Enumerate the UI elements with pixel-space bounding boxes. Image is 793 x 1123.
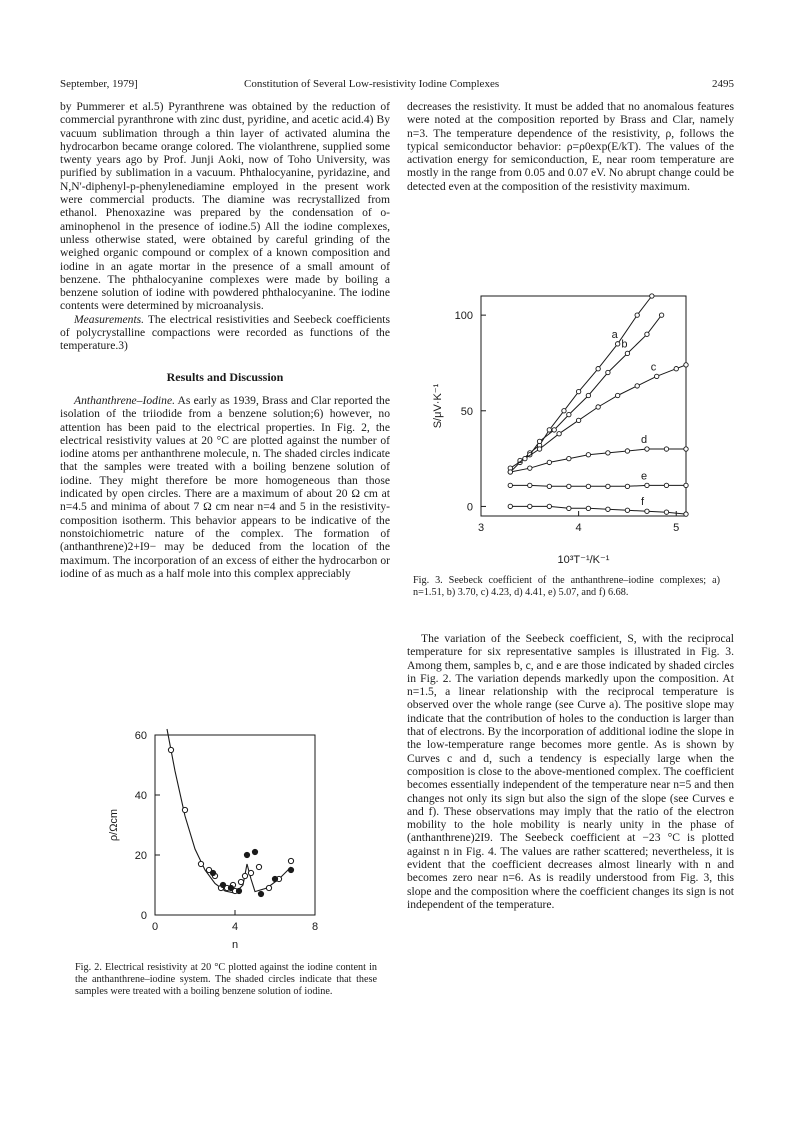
right-column-lower: [407, 632, 734, 911]
anthanthrene-label: Anthanthrene–Iodine.: [74, 393, 175, 407]
running-header: [60, 78, 734, 94]
shaded-data-point: [272, 876, 277, 881]
data-point-e: [586, 484, 590, 488]
open-data-point: [230, 882, 235, 887]
data-point-f: [664, 510, 668, 514]
data-point-a: [615, 342, 619, 346]
open-data-point: [198, 861, 203, 866]
data-point-a: [518, 460, 522, 464]
data-point-d: [606, 451, 610, 455]
data-point-d: [567, 456, 571, 460]
x-axis-label: n: [231, 939, 239, 951]
open-data-point: [182, 807, 187, 812]
section-title: Results and Discussion: [166, 369, 284, 384]
seebeck-paragraph: The variation of the Seebeck coefficient, S, with the reciprocal temperature for six representative samples is illustrated in Fig. 3. Among them, samples b, c, and e are those indicated by shaded circles in Fig. 2. The variation depends markedly upon the composition. At n=1.5, a linear relationship with the reciprocal temperature is observed over the whole range (see Curve a). The positive slope may indicate that the contribution of holes to the conduction is larger than that of electrons. By the incorporation of additional iodine the slope in the low-temperature range becomes more gentle. As is shown by Curves c and d, such a tendency is especially large when the composition is close to the above-mentioned complex. The coefficient becomes essentially independent of the temperature near n=5 and then changes not only its sign but also the sign of the slope (see Curves e and f). These observations may imply that the ratio of the electron mobility to the hole mobility is nearly unity in the phase of (anthanthrene)2I9. The Seebeck coefficient at −23 °C is plotted against n in Fig. 4. The values are rather scattered; nevertheless, it is evident that the coefficient decreases almost linearly with n and becomes zero near n=6. As is readily understood from Fig. 3, this slope and the composition where the coefficient changes its sign is not independent of the temperature.: [407, 632, 734, 911]
data-point-b: [625, 351, 629, 355]
data-point-a: [635, 313, 639, 317]
series-label-a: a: [611, 328, 618, 341]
data-point-a: [562, 409, 566, 413]
series-line-f: [510, 506, 686, 514]
y-axis-label: ρ/Ωcm: [108, 808, 120, 842]
continuation-paragraph: decreases the resistivity. It must be added that no anomalous features were noted at the composition reported by Brass and Clar, namely n=3. The temperature dependence of the resistivity, ρ, follows the typical semiconductor behavior: ρ=ρ0exp(E/kT). The values of the activation energy for semiconduction, E, near room temperature are mostly in the range from 0.05 and 0.07 eV. No abrupt change could be detected even at the composition of the resistivity maximum.: [407, 100, 734, 193]
open-data-point: [224, 885, 229, 890]
x-tick-label: 4: [231, 921, 239, 933]
data-point-b: [645, 332, 649, 336]
series-line-b: [520, 315, 662, 460]
shaded-data-point: [244, 852, 249, 857]
data-point-e: [684, 483, 688, 487]
series-line-a: [510, 296, 652, 472]
data-point-e: [625, 484, 629, 488]
y-tick-label: 0: [140, 910, 147, 922]
plot-frame: [155, 735, 315, 915]
data-point-f: [625, 508, 629, 512]
x-tick-label: 4: [575, 522, 582, 534]
y-tick-label: 50: [460, 405, 473, 418]
data-point-c: [635, 384, 639, 388]
data-point-a: [547, 428, 551, 432]
y-tick-label: 60: [134, 730, 147, 742]
data-point-a: [650, 294, 654, 298]
data-point-f: [606, 507, 610, 511]
y-tick-label: 0: [466, 501, 473, 514]
open-data-point: [276, 876, 281, 881]
data-point-b: [659, 313, 663, 317]
x-tick-label: 8: [311, 921, 319, 933]
right-column: [407, 100, 734, 193]
open-data-point: [212, 873, 217, 878]
intro-paragraph: by Pummerer et al.5) Pyranthrene was obtained by the reduction of commercial pyranthrone with zinc dust, pyridine, and acetic acid.4) By vacuum sublimation through a thin layer of activated alumina the hydrocarbon became orange colored. The violanthrene, supplied some twenty years ago by Prof. Junji Aoki, now of Toho University, was purified by sublimation in a vacuum. Phthalocyanine, pyridazine, and N,N'-diphenyl-p-phenylenediamine employed in the present work were commercial products. The diamine was recrystallized from ethanol. Phenoxazine was prepared by the condensation of o-aminophenol in the presence of iodine.5) All the iodine complexes, unless otherwise stated, were obtained by careful grinding of the weighed organic compound or complex of a known composition and iodine in an agate mortar in the presence of a small amount of benzene. The phthalocyanine complexes were made by boiling a benzene solution of iodine with powdered phthalocyanine. The iodine contents were determined by microanalysis.: [60, 100, 390, 313]
data-point-e: [645, 483, 649, 487]
open-data-point: [206, 867, 211, 872]
open-data-point: [218, 885, 223, 890]
data-point-e: [528, 483, 532, 487]
y-tick-label: 40: [134, 790, 147, 802]
x-tick-label: 3: [477, 522, 485, 534]
y-tick-label: 100: [454, 310, 473, 323]
x-axis-label: 10³T⁻¹/K⁻¹: [557, 554, 610, 566]
data-point-c: [615, 393, 619, 397]
left-column: [60, 100, 390, 580]
data-point-b: [606, 370, 610, 374]
data-point-a: [537, 443, 541, 447]
open-data-point: [256, 864, 261, 869]
data-point-f: [508, 504, 512, 508]
figure-2-caption: Fig. 2. Electrical resistivity at 20 °C plotted against the iodine content in the anthanthrene–iodine system. The shaded circles indicate that these samples were treated with a boiling benzene solution of iodine.: [75, 962, 377, 997]
data-point-b: [552, 428, 556, 432]
series-line-c: [510, 365, 686, 468]
series-line-e: [510, 485, 686, 486]
y-tick-label: 20: [134, 850, 147, 862]
data-point-f: [528, 504, 532, 508]
data-point-e: [567, 484, 571, 488]
x-tick-label: 5: [673, 522, 680, 534]
series-label-c: c: [650, 361, 657, 374]
data-point-d: [528, 466, 532, 470]
series-label-d: d: [640, 434, 648, 447]
data-point-c: [655, 374, 659, 378]
data-point-b: [537, 439, 541, 443]
series-line-d: [510, 449, 686, 472]
data-point-d: [547, 460, 551, 464]
data-point-e: [606, 484, 610, 488]
open-data-point: [288, 858, 293, 863]
data-point-a: [528, 451, 532, 455]
open-data-point: [232, 888, 237, 893]
open-data-point: [242, 873, 247, 878]
measurements-paragraph: [60, 313, 390, 353]
data-point-c: [596, 405, 600, 409]
open-data-point: [168, 747, 173, 752]
data-point-c: [557, 432, 561, 436]
data-point-d: [684, 447, 688, 451]
shaded-data-point: [236, 888, 241, 893]
x-tick-label: 0: [151, 921, 159, 933]
data-point-a: [596, 366, 600, 370]
anthanthrene-paragraph: [60, 394, 390, 580]
data-point-b: [567, 412, 571, 416]
data-point-e: [508, 483, 512, 487]
open-data-point: [248, 870, 253, 875]
series-label-b: b: [621, 338, 628, 351]
data-point-c: [508, 466, 512, 470]
header-date: September, 1979]: [60, 78, 138, 90]
data-point-c: [523, 456, 527, 460]
data-point-c: [684, 363, 688, 367]
shaded-data-point: [220, 882, 225, 887]
data-point-c: [576, 418, 580, 422]
measurements-text: The electrical resistivities and Seebeck coefficients of polycrystalline compactions were recorded as functions of the temperature.3): [60, 312, 390, 353]
data-point-d: [625, 449, 629, 453]
data-point-b: [518, 458, 522, 462]
shaded-data-point: [258, 891, 263, 896]
y-axis-label: S/μV·K⁻¹: [432, 383, 444, 429]
data-point-f: [567, 506, 571, 510]
data-point-a: [576, 389, 580, 393]
shaded-data-point: [210, 870, 215, 875]
series-label-f: f: [640, 496, 645, 509]
data-point-a: [508, 470, 512, 474]
shaded-data-point: [228, 885, 233, 890]
data-point-b: [586, 393, 590, 397]
data-point-f: [684, 512, 688, 516]
fit-curve: [167, 729, 291, 893]
data-point-c: [674, 366, 678, 370]
data-point-e: [664, 483, 668, 487]
shaded-data-point: [288, 867, 293, 872]
series-label-e: e: [640, 470, 648, 483]
data-point-f: [645, 509, 649, 513]
data-point-d: [664, 447, 668, 451]
data-point-f: [586, 506, 590, 510]
shaded-data-point: [252, 849, 257, 854]
figure-3-caption: Fig. 3. Seebeck coefficient of the anthanthrene–iodine complexes; a) n=1.51, b) 3.70, c) 4.23, d) 4.41, e) 5.07, and f) 6.68.: [413, 575, 720, 598]
open-data-point: [266, 885, 271, 890]
data-point-f: [547, 504, 551, 508]
data-point-c: [537, 447, 541, 451]
data-point-d: [508, 470, 512, 474]
data-point-e: [547, 484, 551, 488]
header-running-title: Constitution of Several Low-resistivity Iodine Complexes: [244, 78, 500, 90]
measurements-label: Measurements.: [74, 312, 145, 326]
anthanthrene-text: As early as 1939, Brass and Clar reported the isolation of the triiodide from a benzene solution;6) however, no attention has been paid to the electrical properties. In Fig. 2, the electrical resistivity values at 20 °C are plotted against the number of iodine atoms per anthanthrene molecule, n. The shaded circles indicate that the samples were treated with a boiling benzene solution of iodine. They might therefore be more homogeneous than those indicated by open circles. There are a maximum of about 20 Ω cm at n=4.5 and minima of about 7 Ω cm near n=4 and 5 in the resistivity-composition isotherm. This behavior appears to be indicative of the nonstoichiometric nature of the complex. The formation of (anthanthrene)2+I9− may be deduced from the location of the maximum. The incorporation of an excess of either the hydrocarbon or iodine of as much as a half mole into this complex appreciably: [60, 393, 390, 580]
data-point-d: [645, 447, 649, 451]
header-page-number: 2495: [712, 78, 734, 90]
open-data-point: [238, 879, 243, 884]
plot-frame: [481, 296, 686, 516]
data-point-b: [528, 453, 532, 457]
data-point-d: [586, 453, 590, 457]
